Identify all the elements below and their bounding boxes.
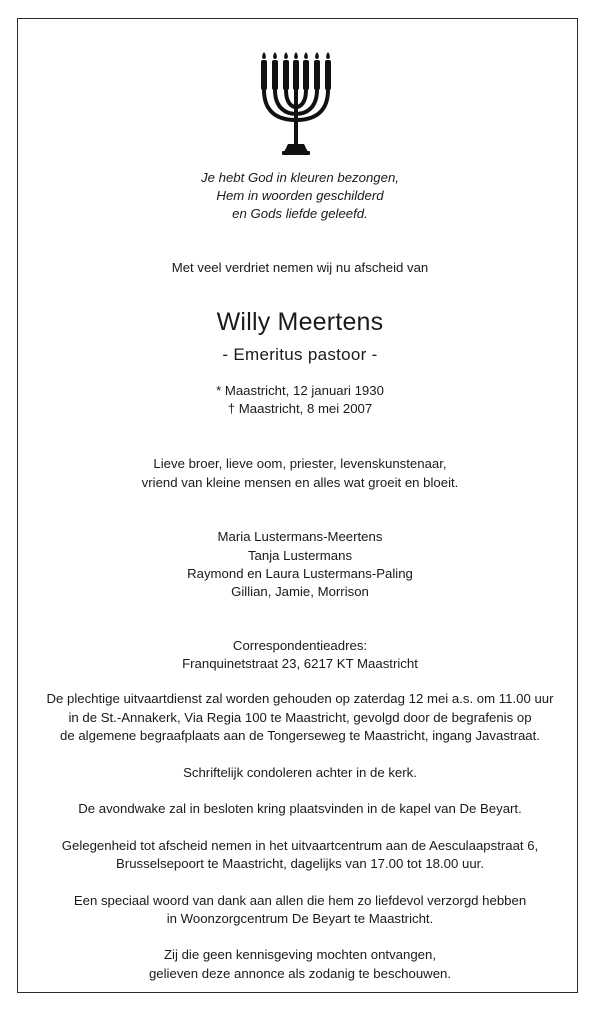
farewell-line: Brusselsepoort te Maastricht, dagelijks van 17.00 tot 18.00 uur. <box>116 856 484 871</box>
birth-date: * Maastricht, 12 januari 1930 <box>216 383 384 398</box>
deceased-name: Willy Meertens <box>216 308 384 336</box>
thanks-line: in Woonzorgcentrum De Beyart te Maastricht. <box>166 911 434 926</box>
notice-line: Zij die geen kennisgeving mochten ontvangen, <box>164 947 436 962</box>
condolence-text: Schriftelijk condoleren achter in de kerk. <box>183 765 417 780</box>
wake-text: De avondwake zal in besloten kring plaatsvinden in de kapel van De Beyart. <box>78 801 522 816</box>
tribute-line: Lieve broer, lieve oom, priester, levenskunstenaar, <box>153 456 447 471</box>
funeral-line: in de St.-Annakerk, Via Regia 100 te Maastricht, gevolgd door de begrafenis op <box>68 710 532 725</box>
notice-line: gelieven deze annonce als zodanig te beschouwen. <box>148 966 452 981</box>
farewell-line: Gelegenheid tot afscheid nemen in het uitvaartcentrum aan de Aesculaapstraat 6, <box>61 838 539 853</box>
intro-text: Met veel verdriet nemen wij nu afscheid van <box>171 260 429 275</box>
family-member: Gillian, Jamie, Morrison <box>231 584 369 599</box>
correspondence-address: Franquinetstraat 23, 6217 KT Maastricht <box>182 656 418 671</box>
verse-line: en Gods liefde geleefd. <box>232 206 368 221</box>
family-member: Tanja Lustermans <box>247 548 353 563</box>
tribute-line: vriend van kleine mensen en alles wat groeit en bloeit. <box>141 475 459 490</box>
funeral-line: De plechtige uitvaartdienst zal worden gehouden op zaterdag 12 mei a.s. om 11.00 uur <box>46 691 554 706</box>
correspondence-label: Correspondentieadres: <box>232 638 368 653</box>
death-date: † Maastricht, 8 mei 2007 <box>227 401 373 416</box>
verse-line: Hem in woorden geschilderd <box>216 188 384 203</box>
deceased-title: - Emeritus pastoor - <box>222 345 378 364</box>
verse-line: Je hebt God in kleuren bezongen, <box>201 170 399 185</box>
thanks-line: Een speciaal woord van dank aan allen die hem zo liefdevol verzorgd hebben <box>73 893 527 908</box>
menorah-icon <box>258 52 334 156</box>
funeral-line: de algemene begraafplaats aan de Tongerseweg te Maastricht, ingang Javastraat. <box>60 728 540 743</box>
family-member: Raymond en Laura Lustermans-Paling <box>187 566 413 581</box>
family-member: Maria Lustermans-Meertens <box>217 529 383 544</box>
